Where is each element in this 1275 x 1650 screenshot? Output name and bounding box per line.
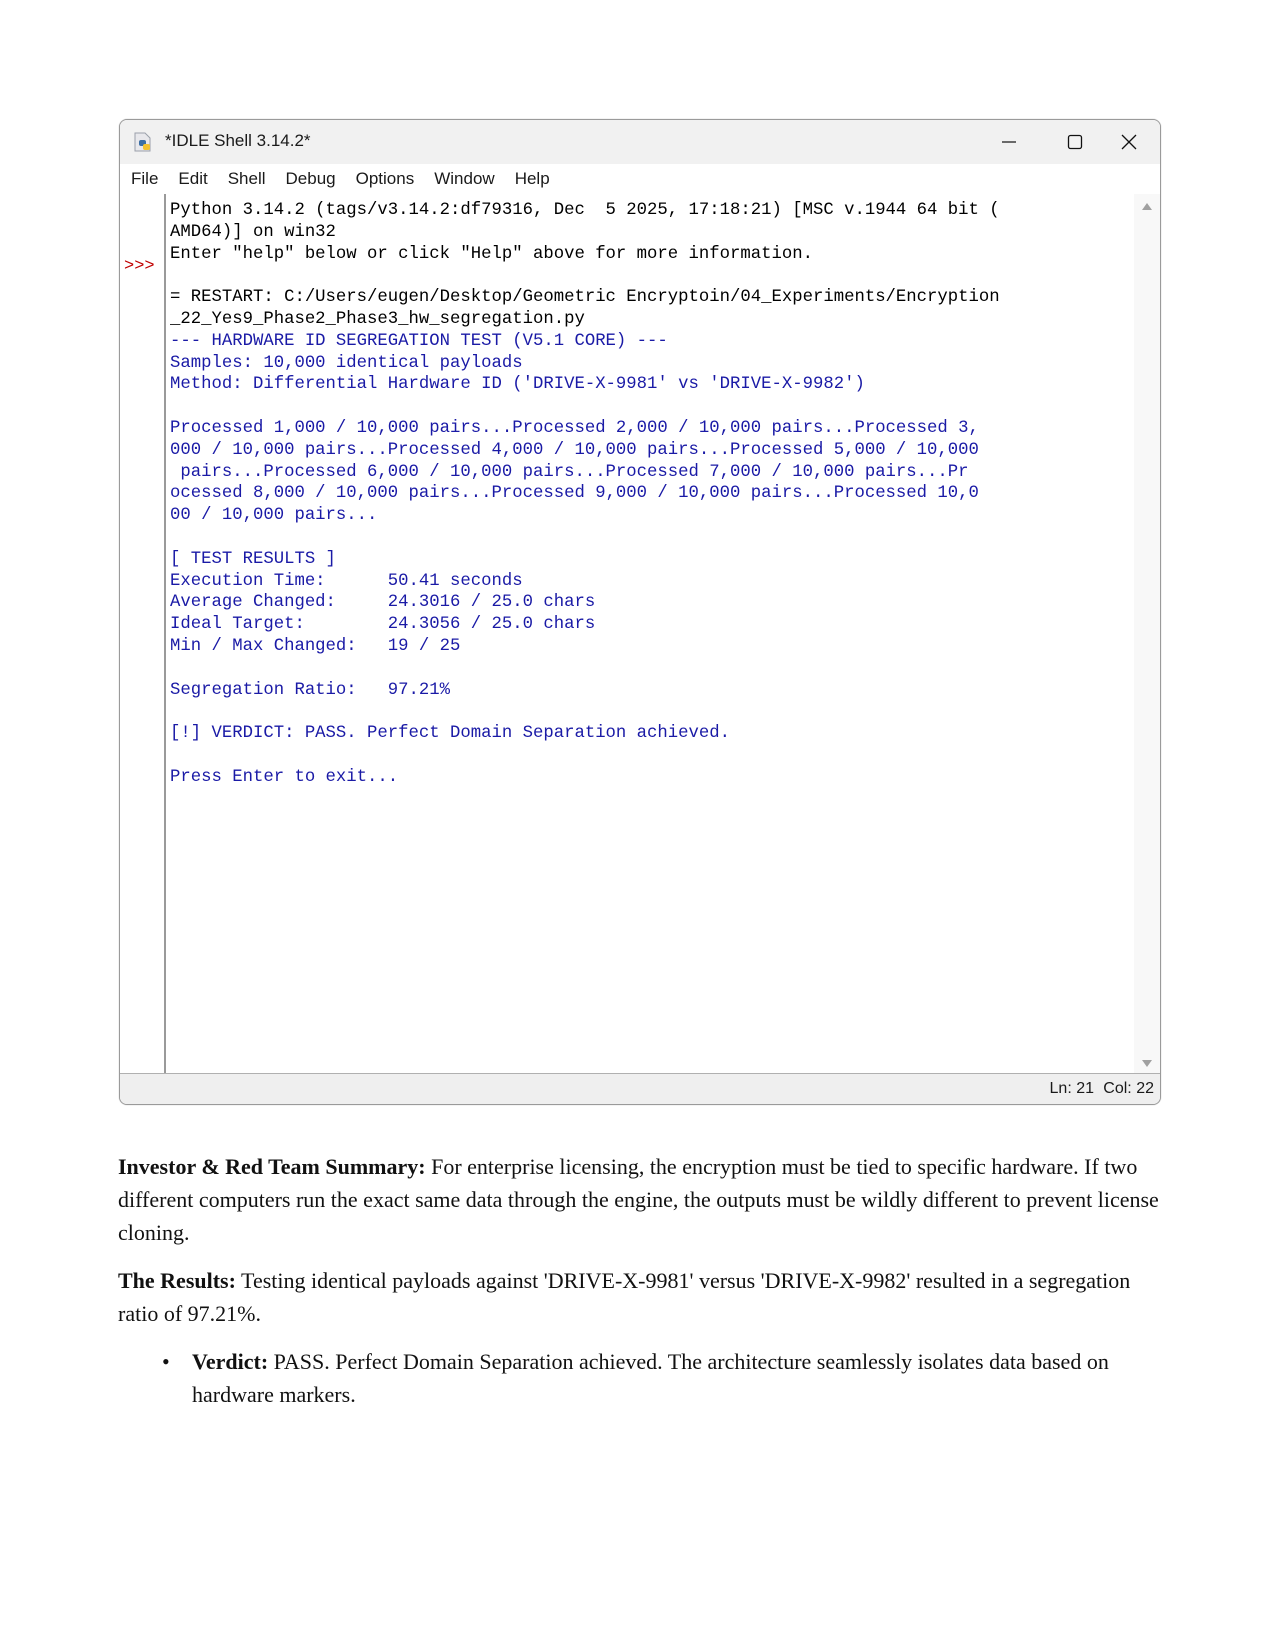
status-bar: [120, 1073, 1160, 1104]
shell-line: = RESTART: C:/Users/eugen/Desktop/Geometric Encryptoin/04_Experiments/Encryption: [170, 288, 1000, 308]
shell-line: [170, 527, 1132, 549]
menu-debug[interactable]: Debug: [285, 169, 336, 188]
status-line-number: Ln: 21: [1049, 1080, 1094, 1097]
menu-window[interactable]: Window: [434, 169, 495, 188]
shell-line: [170, 745, 1132, 767]
shell-line: Python 3.14.2 (tags/v3.14.2:df79316, Dec 5 2025, 17:18:21) [MSC v.1944 64 bit (: [170, 201, 1000, 220]
minimize-button[interactable]: [986, 120, 1032, 164]
menu-bar: [120, 164, 1160, 194]
shell-line: Processed 1,000 / 10,000 pairs...Processed 2,000 / 10,000 pairs...Processed 3,: [170, 418, 979, 438]
shell-line: --- HARDWARE ID SEGREGATION TEST (V5.1 CORE) ---: [170, 331, 668, 351]
shell-line: Method: Differential Hardware ID ('DRIVE-X-9981' vs 'DRIVE-X-9982'): [170, 375, 865, 395]
shell-line: [170, 265, 1132, 287]
shell-line: [!] VERDICT: PASS. Perfect Domain Separation achieved.: [170, 724, 731, 744]
close-button[interactable]: [1106, 120, 1152, 164]
scroll-down-arrow-icon[interactable]: [1142, 1060, 1152, 1068]
window-title: *IDLE Shell 3.14.2*: [165, 131, 311, 150]
menu-edit[interactable]: Edit: [178, 169, 208, 188]
shell-line: Ideal Target: 24.3056 / 25.0 chars: [170, 615, 596, 635]
title-bar[interactable]: [120, 120, 1160, 164]
verdict-text: PASS. Perfect Domain Separation achieved. The architecture seamlessly isolates data based on hardware markers.: [192, 1349, 1109, 1407]
shell-line: Segregation Ratio: 97.21%: [170, 680, 451, 700]
maximize-button[interactable]: [1052, 120, 1098, 164]
status-column-number: Col: 22: [1103, 1080, 1154, 1097]
verdict-list: [118, 1345, 1163, 1411]
shell-line: [170, 396, 1132, 418]
results-text: Testing identical payloads against 'DRIVE-X-9981' versus 'DRIVE-X-9982' resulted in a segregation ratio of 97.21%.: [118, 1268, 1131, 1326]
summary-paragraph: [118, 1150, 1163, 1249]
menu-options[interactable]: Options: [355, 169, 415, 188]
python-app-icon: [132, 131, 154, 153]
list-item: [118, 1345, 1163, 1411]
menu-shell[interactable]: Shell: [227, 169, 266, 188]
shell-prompt: >>>: [124, 257, 155, 276]
verdict-label: Verdict:: [192, 1349, 269, 1374]
bullet-icon: •: [162, 1349, 170, 1374]
summary-label: Investor & Red Team Summary:: [118, 1154, 426, 1179]
shell-line: _22_Yes9_Phase2_Phase3_hw_segregation.py: [170, 309, 585, 329]
shell-line: Min / Max Changed: 19 / 25: [170, 636, 461, 656]
minimize-icon: [1001, 134, 1017, 150]
menu-help[interactable]: Help: [514, 169, 550, 188]
shell-line: Press Enter to exit...: [170, 767, 399, 787]
vertical-scrollbar[interactable]: [1134, 194, 1160, 1074]
shell-line: [170, 701, 1132, 723]
shell-line: pairs...Processed 6,000 / 10,000 pairs...Processed 7,000 / 10,000 pairs...Pr: [170, 462, 969, 482]
shell-line: Enter "help" below or click "Help" above for more information.: [170, 244, 813, 264]
shell-line: Samples: 10,000 identical payloads: [170, 353, 523, 373]
document-body: [118, 1150, 1163, 1411]
scroll-up-arrow-icon[interactable]: [1142, 202, 1152, 210]
maximize-icon: [1067, 134, 1083, 150]
shell-line: [170, 658, 1132, 680]
menu-file[interactable]: File: [131, 169, 159, 188]
results-paragraph: [118, 1264, 1163, 1330]
close-icon: [1121, 134, 1137, 150]
summary-text: For enterprise licensing, the encryption must be tied to specific hardware. If two different computers run the exact same data through the engine, the outputs must be wildly different to prevent license cloning.: [118, 1154, 1159, 1245]
shell-line: Average Changed: 24.3016 / 25.0 chars: [170, 593, 596, 613]
prompt-gutter: [120, 194, 166, 1074]
idle-shell-window: [119, 119, 1161, 1105]
shell-editor[interactable]: [120, 194, 1160, 1074]
shell-line: Execution Time: 50.41 seconds: [170, 571, 523, 591]
shell-line: AMD64)] on win32: [170, 222, 336, 242]
shell-line: 00 / 10,000 pairs...: [170, 506, 378, 526]
shell-line: [ TEST RESULTS ]: [170, 549, 336, 569]
shell-line: 000 / 10,000 pairs...Processed 4,000 / 10,000 pairs...Processed 5,000 / 10,000: [170, 440, 979, 460]
results-label: The Results:: [118, 1268, 236, 1293]
shell-line: ocessed 8,000 / 10,000 pairs...Processed 9,000 / 10,000 pairs...Processed 10,0: [170, 484, 979, 504]
shell-output[interactable]: [170, 200, 1132, 1074]
